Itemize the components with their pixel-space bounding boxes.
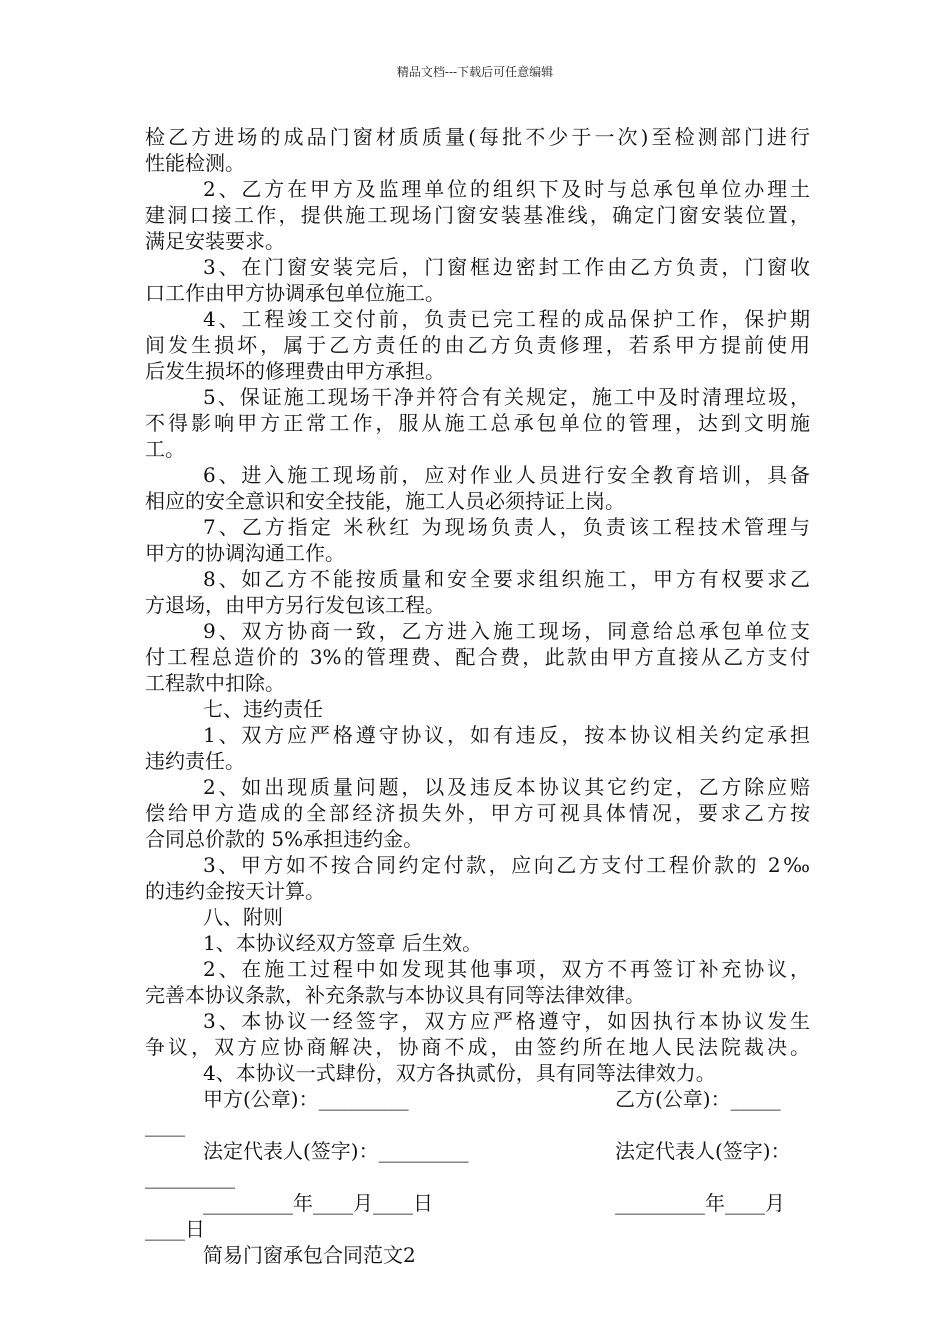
- seal-row-party-a: 甲方(公章)：_________: [203, 1087, 409, 1111]
- text-line: 八、附则: [203, 905, 283, 929]
- text-line: 5、保证施工现场干净并符合有关规定，施工中及时清理垃圾，: [203, 385, 810, 409]
- text-line: 不得影响甲方正常工作，服从施工总承包单位的管理，达到文明施: [145, 411, 810, 435]
- representative-row-party-a: 法定代表人(签字)：_________: [203, 1139, 469, 1163]
- date-row-party-b: _________年____月: [615, 1191, 785, 1215]
- next-contract-title: 简易门窗承包合同范文2: [203, 1243, 416, 1267]
- page-header: 精品文档---下载后可任意编辑: [396, 65, 554, 79]
- text-line: 8、如乙方不能按质量和安全要求组织施工，甲方有权要求乙: [203, 567, 810, 591]
- text-line: 3、甲方如不按合同约定付款，应向乙方支付工程价款的 2‰: [203, 853, 810, 877]
- text-line: 性能检测。: [145, 151, 245, 175]
- date-row: [145, 1190, 810, 1216]
- seal-row: [145, 1086, 810, 1112]
- text-line: 间发生损坏，属于乙方责任的由乙方负责修理，若系甲方提前使用: [145, 333, 810, 357]
- text-line: 4、工程竣工交付前，负责已完工程的成品保护工作，保护期: [203, 307, 810, 331]
- date-row-wrap: ____日: [145, 1217, 205, 1241]
- date-row-party-a: _________年____月____日: [203, 1191, 433, 1215]
- text-line: 4、本协议一式肆份，双方各执贰份，具有同等法律效力。: [203, 1061, 716, 1085]
- representative-row-party-b: 法定代表人(签字)：: [615, 1139, 791, 1163]
- text-line: 方退场，由甲方另行发包该工程。: [145, 593, 445, 617]
- text-line: 7、乙方指定 米秋红 为现场负责人，负责该工程技术管理与: [203, 515, 810, 539]
- text-line: 付工程总造价的 3%的管理费、配合费，此款由甲方直接从乙方支付: [145, 645, 810, 669]
- text-line: 满足安装要求。: [145, 229, 285, 253]
- representative-row-wrap: _________: [145, 1165, 235, 1189]
- text-line: 2、在施工过程中如发现其他事项，双方不再签订补充协议，: [203, 957, 810, 981]
- text-line: 6、进入施工现场前，应对作业人员进行安全教育培训，具备: [203, 463, 810, 487]
- text-line: 偿给甲方造成的全部经济损失外，甲方可视具体情况，要求乙方按: [145, 801, 810, 825]
- text-line: 后发生损坏的修理费由甲方承担。: [145, 359, 445, 383]
- text-line: 甲方的协调沟通工作。: [145, 541, 345, 565]
- text-line: 合同总价款的 5%承担违约金。: [145, 827, 424, 851]
- text-line: 口工作由甲方协调承包单位施工。: [145, 281, 445, 305]
- seal-row-party-b: 乙方(公章)：_____: [615, 1087, 781, 1111]
- text-line: 相应的安全意识和安全技能，施工人员必须持证上岗。: [145, 489, 625, 513]
- text-line: 1、双方应严格遵守协议，如有违反，按本协议相关约定承担: [203, 723, 810, 747]
- text-line: 工。: [145, 437, 185, 461]
- text-line: 2、如出现质量问题，以及违反本协议其它约定，乙方除应赔: [203, 775, 810, 799]
- text-line: 检乙方进场的成品门窗材质质量(每批不少于一次)至检测部门进行: [145, 125, 810, 149]
- text-line: 3、本协议一经签字，双方应严格遵守，如因执行本协议发生: [203, 1009, 810, 1033]
- text-line: 七、违约责任: [203, 697, 323, 721]
- text-line: 3、在门窗安装完后，门窗框边密封工作由乙方负责，门窗收: [203, 255, 810, 279]
- text-line: 工程款中扣除。: [145, 671, 285, 695]
- seal-row-wrap: ____: [145, 1113, 185, 1137]
- text-line: 的违约金按天计算。: [145, 879, 325, 903]
- text-line: 1、本协议经双方签章 后生效。: [203, 931, 483, 955]
- text-line: 2、乙方在甲方及监理单位的组织下及时与总承包单位办理土: [203, 177, 810, 201]
- representative-row: [145, 1138, 810, 1164]
- document-body: [145, 124, 810, 1268]
- text-line: 建洞口接工作，提供施工现场门窗安装基准线，确定门窗安装位置，: [145, 203, 810, 227]
- text-line: 完善本协议条款，补充条款与本协议具有同等法律效律。: [145, 983, 645, 1007]
- text-line: 9、双方协商一致，乙方进入施工现场，同意给总承包单位支: [203, 619, 810, 643]
- text-line: 违约责任。: [145, 749, 245, 773]
- text-line: 争议，双方应协商解决，协商不成，由签约所在地人民法院裁决。: [145, 1035, 810, 1059]
